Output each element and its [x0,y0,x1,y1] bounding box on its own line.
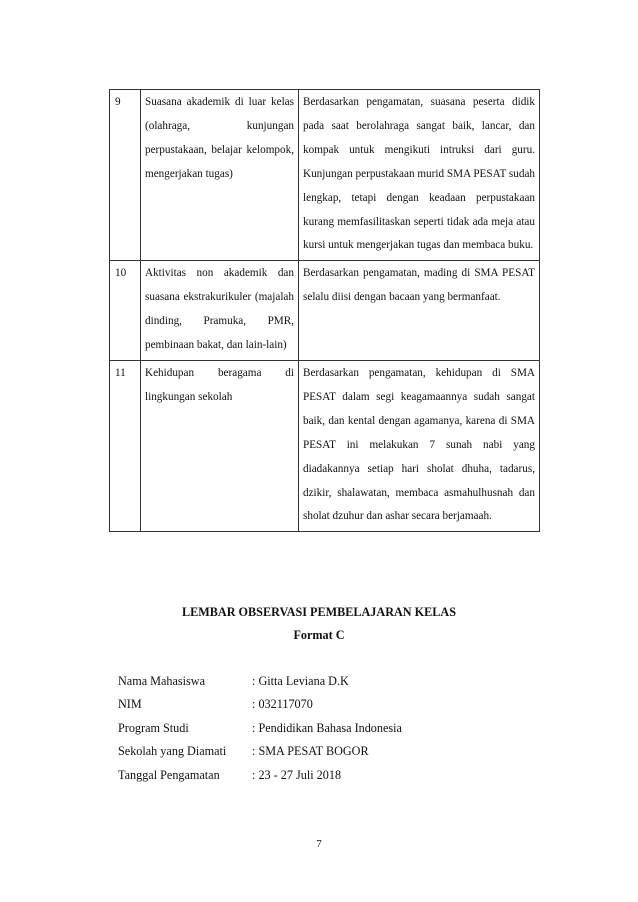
result-cell: Berdasarkan pengamatan, suasana peserta didik pada saat berolahraga sangat baik, lancar, dan kompak untuk mengikuti intruksi dari guru. Kunjungan perpustakaan murid SMA PESAT sudah lengkap, tetapi dengan keadaan perpustakaan kurang memfasilitaskan seperti tidak ada meja atau kursi untuk mengerjakan tugas dan membaca buku. [299,90,540,261]
info-row-date [118,764,402,787]
row-number: 11 [110,360,141,531]
student-info [118,670,402,787]
info-label: NIM [118,697,142,712]
info-row-school [118,740,402,763]
aspect-cell: Suasana akademik di luar kelas (olahraga, kunjungan perpustakaan, belajar kelompok, mengerjakan tugas) [141,90,299,261]
table-row [110,90,540,261]
info-label: Sekolah yang Diamati [118,744,227,759]
aspect-cell: Kehidupan beragama di lingkungan sekolah [141,360,299,531]
result-cell: Berdasarkan pengamatan, mading di SMA PESAT selalu diisi dengan bacaan yang bermanfaat. [299,261,540,361]
document-subtitle: Format C [293,628,345,642]
row-number: 9 [110,90,141,261]
observation-table [109,89,540,532]
info-label: Nama Mahasiswa [118,674,205,688]
aspect-cell: Aktivitas non akademik dan suasana ekstrakurikuler (majalah dinding, Pramuka, PMR, pembinaan bakat, dan lain-lain) [141,261,299,361]
info-row-nim [118,693,402,716]
info-value: : Gitta Leviana D.K [252,670,349,693]
info-value: : SMA PESAT BOGOR [252,740,369,763]
table-row [110,261,540,361]
document-title: LEMBAR OBSERVASI PEMBELAJARAN KELAS [182,605,456,619]
info-label: Program Studi [118,720,189,735]
info-label: Tanggal Pengamatan [118,767,220,782]
result-cell: Berdasarkan pengamatan, kehidupan di SMA PESAT dalam segi keagamaannya sudah sangat baik, dan kental dengan agamanya, karena di SMA PESAT ini melakukan 7 sunah nabi yang diadakannya setiap hari sholat dhuha, tadarus, dzikir, shalawatan, membaca asmahulhusnah dan sholat dzuhur dan ashar secara berjamaah. [299,360,540,531]
row-number: 10 [110,261,141,361]
page-number: 7 [316,838,322,850]
info-row-program [118,717,402,740]
info-value: : Pendidikan Bahasa Indonesia [252,717,402,740]
table-row [110,360,540,531]
info-value: : 032117070 [252,693,313,716]
info-value: : 23 - 27 Juli 2018 [252,764,341,787]
info-row-name [118,670,402,693]
